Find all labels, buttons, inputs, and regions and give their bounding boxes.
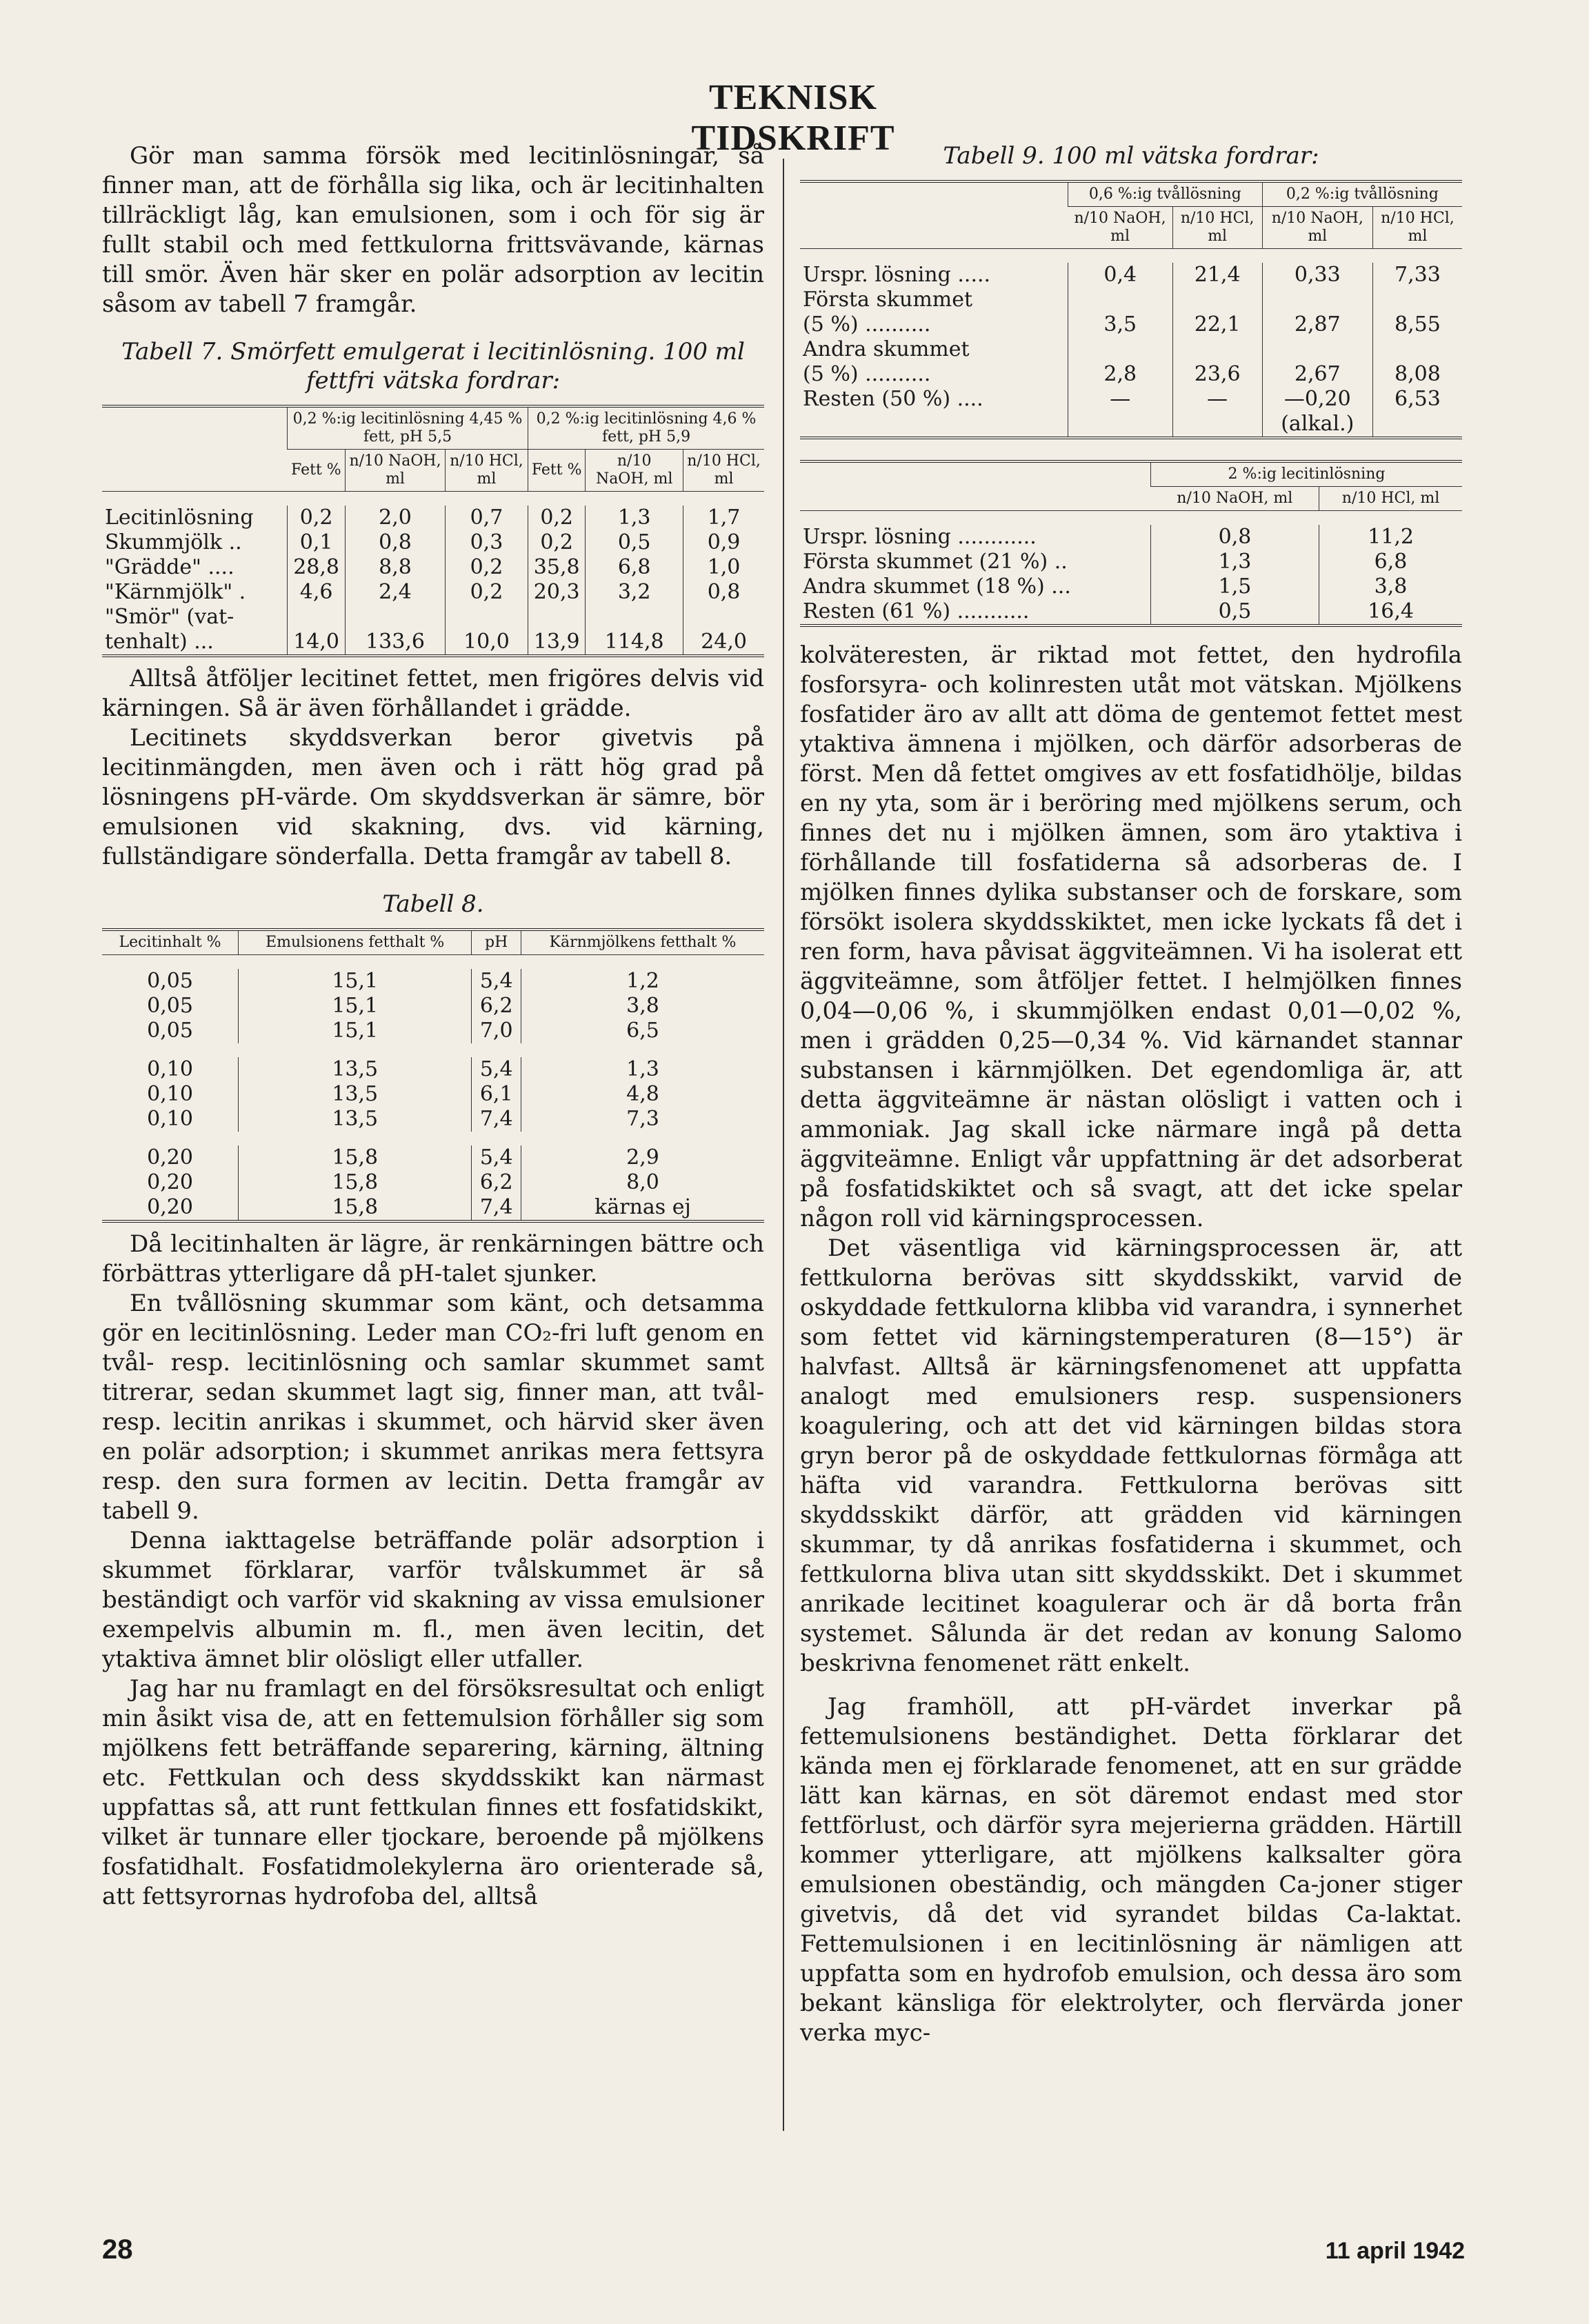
table-cell: 114,8 xyxy=(586,630,683,656)
table-row xyxy=(102,505,764,530)
t9a-sub: n/10 NaOH, ml xyxy=(1262,207,1372,249)
table-cell: 5,4 xyxy=(472,1145,521,1170)
table-cell: 8,08 xyxy=(1372,362,1462,387)
table-cell: 13,5 xyxy=(239,1057,472,1082)
table-cell: Andra skummet xyxy=(803,337,970,361)
table-row xyxy=(102,1082,764,1107)
table-cell: 15,1 xyxy=(239,1019,472,1043)
table-cell xyxy=(800,412,1068,438)
table-row xyxy=(102,1170,764,1195)
t9b-sub: n/10 HCl, ml xyxy=(1319,487,1462,511)
table8 xyxy=(102,928,764,1223)
table-cell: 1,0 xyxy=(683,555,764,580)
issue-date: 11 april 1942 xyxy=(1325,2238,1465,2264)
paragraph: kolväteresten, är riktad mot fettet, den hydrofila fosforsyra- och kolinresten utåt mot vätskan. Mjölkens fosfatider äro av allt att döma de gentemot fettet mest ytaktiva ämnena i mjölken, och därför adsorberas de först. Men då fettet omgives av ett fosfatidhölje, bildas en ny yta, som är i beröring med mjölkens serum, och finnes det nu i mjölken ämnen, som äro ytaktiva i förhållande till fosfatiderna så adsorberas de. I mjölken finnes dylika substanser och de forskare, som försökt isolera skyddsskiktet, men icke lyckats få det i ren form, hava påvisat äggviteämnen. Vi ha isolerat ett äggviteämne, som åtföljer fettet. I helmjölken finnes 0,04—0,06 %, i skummjölken endast 0,01—0,02 %, men i grädden 0,25—0,34 %. Vid kärnandet stannar substansen i kärnmjölken. Det egendomliga är, att detta äggviteämne är nästan olösligt i vatten och i ammoniak. Jag skall icke närmare ingå på detta äggviteämne. Enligt vår uppfattning är det adsorberat på fosfatidskiktet och så svagt, att det icke spelar någon roll vid kärningsprocessen. xyxy=(800,641,1462,1232)
t9a-group1: 0,6 %:ig tvållösning xyxy=(1068,181,1263,207)
table-row xyxy=(102,1107,764,1132)
table-cell xyxy=(1172,288,1262,312)
table-cell: 0,10 xyxy=(147,1107,193,1131)
paragraph: Jag har nu framlagt en del försöksresultat och enligt min åsikt visa de, att en fettemulsion förhåller sig som mjölkens fett beträffande separering, kärning, ältning etc. Fettkulan och dess skyddsskikt kan närmast uppfattas så, att runt fettkulan finnes ett fosfatidskikt, vilket är tunnare eller tjockare, beroende på mjölkens fosfatidhalt. Fosfatidmolekylerna äro orienterade så, att fettsyrornas hydrofoba del, alltså xyxy=(102,1675,764,1910)
paragraph: Lecitinets skyddsverkan beror givetvis på lecitinmängden, men även och i rätt hög grad på lösningens pH-värde. Om skyddsverkan är sämre, bör emulsionen vid skakning, dvs. vid kärning, fullständigare sönderfalla. Detta framgår av tabell 8. xyxy=(102,724,764,870)
table-cell: 7,4 xyxy=(472,1195,521,1221)
table-cell: Urspr. lösning ............ xyxy=(803,525,1037,549)
t7-sub: n/10 NaOH, ml xyxy=(586,450,683,492)
table-cell: Urspr. lösning ..... xyxy=(803,263,991,287)
table-row xyxy=(800,312,1462,337)
table-cell: 6,53 xyxy=(1372,387,1462,412)
table-cell: 0,05 xyxy=(147,969,193,993)
table-cell: 0,2 xyxy=(445,555,528,580)
table-cell: 28,8 xyxy=(288,555,346,580)
table-cell: 0,2 xyxy=(288,505,346,530)
table-cell: 0,05 xyxy=(147,994,193,1018)
table-cell xyxy=(683,605,764,630)
table-cell: 0,9 xyxy=(683,530,764,555)
table-cell: Skummjölk .. xyxy=(105,530,242,554)
table-cell: 22,1 xyxy=(1172,312,1262,337)
table-row xyxy=(102,1019,764,1043)
table-cell: 8,8 xyxy=(346,555,446,580)
table-cell xyxy=(1068,337,1173,362)
table-cell: 14,0 xyxy=(288,630,346,656)
table-cell: 0,10 xyxy=(147,1082,193,1106)
t7-group1: 0,2 %:ig lecitinlösning 4,45 % fett, pH 5,5 xyxy=(288,406,528,450)
t8-header: Lecitinhalt % xyxy=(102,930,239,955)
paragraph: Alltså åtföljer lecitinet fettet, men frigöres delvis vid kärningen. Så är även förhållandet i grädde. xyxy=(102,665,764,722)
table-row xyxy=(102,580,764,605)
t7-sub: n/10 HCl, ml xyxy=(683,450,764,492)
table-cell: 0,3 xyxy=(445,530,528,555)
table-cell: 15,8 xyxy=(239,1145,472,1170)
paragraph: Jag framhöll, att pH-värdet inverkar på fettemulsionens beständighet. Detta förklarar det kända men ej förklarade fenomenet, att en sur grädde lätt kan kärnas, en söt däremot endast med stor fettförlust, och därför syra mejerierna grädden. Härtill kommer ytterligare, att mjölkens kalksalter göra emulsionen obeständig, och mängden Ca-joner stiger givetvis, då det vid syrandet bildas Ca-laktat. Fettemulsionen i en lecitinlösning är nämligen att uppfatta som en hydrofob emulsion, och dessa äro som bekant känsliga för elektrolyter, och flervärda joner verka myc- xyxy=(800,1693,1462,2047)
table-cell: 13,5 xyxy=(239,1107,472,1132)
table-cell: 5,4 xyxy=(472,969,521,994)
table-cell: 35,8 xyxy=(528,555,586,580)
table-cell xyxy=(288,605,346,630)
t7-sub: n/10 NaOH, ml xyxy=(346,450,446,492)
table-cell: 2,9 xyxy=(521,1145,764,1170)
t9b-sub: n/10 NaOH, ml xyxy=(1151,487,1319,511)
table-cell: 6,8 xyxy=(1319,550,1462,574)
table-cell: 6,1 xyxy=(472,1082,521,1107)
table-cell: 7,0 xyxy=(472,1019,521,1043)
table-row xyxy=(102,1145,764,1170)
table-cell xyxy=(1372,412,1462,438)
table-cell: 1,3 xyxy=(1151,550,1319,574)
table-cell xyxy=(1372,337,1462,362)
table-cell: 4,8 xyxy=(521,1082,764,1107)
table-cell: (5 %) .......... xyxy=(803,312,931,337)
paragraph: Då lecitinhalten är lägre, är renkärningen bättre och förbättras ytterligare då pH-talet sjunker. xyxy=(102,1230,764,1288)
table-cell: 4,6 xyxy=(288,580,346,605)
table-cell: 0,7 xyxy=(445,505,528,530)
t7-sub: Fett % xyxy=(528,450,586,492)
table-cell: 0,2 xyxy=(445,580,528,605)
table7-caption: Tabell 7. Smörfett emulgerat i lecitinlösning. 100 ml fettfri vätska fordrar: xyxy=(121,338,745,394)
table-cell: 3,2 xyxy=(586,580,683,605)
table-cell: 20,3 xyxy=(528,580,586,605)
table-cell: 8,55 xyxy=(1372,312,1462,337)
t8-header: Emulsionens fetthalt % xyxy=(239,930,472,955)
table-cell xyxy=(1068,288,1173,312)
table-row xyxy=(800,599,1462,625)
table-cell: 1,7 xyxy=(683,505,764,530)
table-cell: 23,6 xyxy=(1172,362,1262,387)
table-cell: — xyxy=(1172,387,1262,412)
table-cell: "Kärnmjölk" . xyxy=(105,580,246,604)
paragraph: En tvållösning skummar som känt, och detsamma gör en lecitinlösning. Leder man CO₂-fri luft genom en tvål- resp. lecitinlösning och samlar skummet samt titrerar, sedan skummet lagt sig, finner man, att tvål- resp. lecitin anrikas i skummet, och härvid sker även en polär adsorption; i skummet anrikas mera fettsyra resp. den sura formen av lecitin. Detta framgår av tabell 9. xyxy=(102,1290,764,1525)
table-cell: 1,3 xyxy=(586,505,683,530)
table-cell: 2,8 xyxy=(1068,362,1173,387)
table-cell: 0,20 xyxy=(147,1195,193,1219)
table-row xyxy=(102,994,764,1019)
table-cell: 13,5 xyxy=(239,1082,472,1107)
table-row xyxy=(800,550,1462,574)
journal-header: TEKNISK TIDSKRIFT xyxy=(691,78,895,158)
table-cell: 15,8 xyxy=(239,1170,472,1195)
table-cell: 0,20 xyxy=(147,1170,193,1194)
table-cell: tenhalt) ... xyxy=(105,630,214,654)
table-row xyxy=(800,574,1462,599)
table-cell: 0,1 xyxy=(288,530,346,555)
table-cell: 7,3 xyxy=(521,1107,764,1132)
table-cell: 0,20 xyxy=(147,1145,193,1170)
table-cell: 0,33 xyxy=(1262,263,1372,288)
table9b xyxy=(800,460,1462,627)
table-cell: 7,33 xyxy=(1372,263,1462,288)
table-cell: 11,2 xyxy=(1319,525,1462,550)
table-row xyxy=(102,530,764,555)
t9a-group2: 0,2 %:ig tvållösning xyxy=(1262,181,1462,207)
table-row xyxy=(800,263,1462,288)
paragraph: Gör man samma försök med lecitinlösningar, så finner man, att de förhålla sig lika, och är lecitinhalten tillräckligt låg, kan emulsionen, som i och för sig är fullt stabil och med fettkulorna frittsvävande, kärnas till smör. Även här sker en polär adsorption av lecitin såsom av tabell 7 framgår. xyxy=(102,142,764,318)
table-cell: 0,2 xyxy=(528,505,586,530)
table-cell: Andra skummet (18 %) ... xyxy=(803,574,1071,599)
table-cell: 21,4 xyxy=(1172,263,1262,288)
table-cell: 15,1 xyxy=(239,994,472,1019)
table-cell: 6,2 xyxy=(472,994,521,1019)
table-row xyxy=(800,525,1462,550)
t7-sub: Fett % xyxy=(288,450,346,492)
table-row xyxy=(102,1195,764,1221)
table-cell: 0,8 xyxy=(683,580,764,605)
t9a-sub: n/10 HCl, ml xyxy=(1372,207,1462,249)
left-column xyxy=(102,141,764,1912)
table-row xyxy=(102,555,764,580)
table-cell: Lecitinlösning xyxy=(105,505,254,530)
table7 xyxy=(102,405,764,657)
table-row xyxy=(800,387,1462,412)
table-cell: 0,2 xyxy=(528,530,586,555)
table-cell xyxy=(1372,288,1462,312)
table-row xyxy=(102,605,764,630)
table-cell: 1,2 xyxy=(521,969,764,994)
table-cell: 3,5 xyxy=(1068,312,1173,337)
table-cell: 2,4 xyxy=(346,580,446,605)
table-cell: 0,4 xyxy=(1068,263,1173,288)
table9a xyxy=(800,180,1462,439)
table8-caption: Tabell 8. xyxy=(382,890,484,918)
table-row xyxy=(102,969,764,994)
table-cell: 6,2 xyxy=(472,1170,521,1195)
table-cell xyxy=(1262,288,1372,312)
table-row xyxy=(800,362,1462,387)
t7-group2: 0,2 %:ig lecitinlösning 4,6 % fett, pH 5,9 xyxy=(528,406,764,450)
paragraph: Denna iakttagelse beträffande polär adsorption i skummet förklarar, varför tvålskummet är så beständigt och varför vid skakning av vissa emulsioner exempelvis albumin m. fl., men även lecitin, det ytaktiva ämnet blir olösligt eller utfaller. xyxy=(102,1527,764,1673)
table-cell: 0,05 xyxy=(147,1019,193,1043)
table-cell: Första skummet (21 %) .. xyxy=(803,550,1068,574)
table-cell: 15,8 xyxy=(239,1195,472,1221)
t9a-sub: n/10 HCl, ml xyxy=(1172,207,1262,249)
table-cell: 5,4 xyxy=(472,1057,521,1082)
table-cell: (alkal.) xyxy=(1262,412,1372,438)
table-cell: 3,8 xyxy=(1319,574,1462,599)
table-cell: "Grädde" .... xyxy=(105,555,234,579)
table-row xyxy=(102,1057,764,1082)
table-cell xyxy=(346,605,446,630)
table-row xyxy=(800,337,1462,362)
table-cell: 0,8 xyxy=(1151,525,1319,550)
column-rule xyxy=(783,159,784,2131)
table-cell: 2,0 xyxy=(346,505,446,530)
table-cell: (5 %) .......... xyxy=(803,362,931,386)
table-cell: 1,5 xyxy=(1151,574,1319,599)
table-cell: 133,6 xyxy=(346,630,446,656)
table-cell: Första skummet xyxy=(803,288,973,312)
t9a-sub: n/10 NaOH, ml xyxy=(1068,207,1173,249)
table-cell: 0,5 xyxy=(1151,599,1319,625)
page-number: 28 xyxy=(102,2234,133,2265)
table-cell: 0,8 xyxy=(346,530,446,555)
table-row xyxy=(800,412,1462,438)
table-cell: —0,20 xyxy=(1262,387,1372,412)
table-row xyxy=(102,630,764,656)
t8-header: Kärnmjölkens fetthalt % xyxy=(521,930,764,955)
table-cell: 15,1 xyxy=(239,969,472,994)
table-cell: 3,8 xyxy=(521,994,764,1019)
table-cell: 8,0 xyxy=(521,1170,764,1195)
table-cell xyxy=(528,605,586,630)
table-cell: 24,0 xyxy=(683,630,764,656)
table-cell: 6,8 xyxy=(586,555,683,580)
table-cell: 2,87 xyxy=(1262,312,1372,337)
table-cell: 7,4 xyxy=(472,1107,521,1132)
table-cell xyxy=(586,605,683,630)
table-cell xyxy=(1172,337,1262,362)
table-cell: 13,9 xyxy=(528,630,586,656)
table-cell: 10,0 xyxy=(445,630,528,656)
table-cell: "Smör" (vat- xyxy=(105,605,234,629)
table-row xyxy=(800,288,1462,312)
t8-header: pH xyxy=(472,930,521,955)
table-cell xyxy=(1172,412,1262,438)
table-cell: kärnas ej xyxy=(521,1195,764,1221)
table-cell: 2,67 xyxy=(1262,362,1372,387)
table-cell: 0,5 xyxy=(586,530,683,555)
table-cell xyxy=(445,605,528,630)
table-cell: 0,10 xyxy=(147,1057,193,1081)
table9-caption: Tabell 9. 100 ml vätska fordrar: xyxy=(943,142,1319,170)
table-cell xyxy=(1262,337,1372,362)
table-cell xyxy=(1068,412,1173,438)
t9b-group: 2 %:ig lecitinlösning xyxy=(1151,461,1463,487)
table-cell: Resten (50 %) .... xyxy=(803,387,983,411)
table-cell: — xyxy=(1068,387,1173,412)
table-cell: 16,4 xyxy=(1319,599,1462,625)
table-cell: 1,3 xyxy=(521,1057,764,1082)
table-cell: Resten (61 %) ........... xyxy=(803,599,1030,623)
t7-sub: n/10 HCl, ml xyxy=(445,450,528,492)
paragraph: Det väsentliga vid kärningsprocessen är, att fettkulorna berövas sitt skyddsskikt, varvid de oskyddade fettkulorna klibba vid varandra, i synnerhet som fettet vid kärningstemperaturen (8—15°) är halvfast. Alltså är kärningsfenomenet att uppfatta analogt med emulsioners resp. suspensioners koagulering, och att det vid kärningen bildas stora gryn beror på de oskyddade fettkulornas förmåga att häfta vid varandra. Fettkulorna berövas sitt skyddsskikt därför, att grädden vid kärningen skummar, ty då anrikas fosfatiderna i skummet, och fettkulorna bliva utan sitt skyddsskikt. Det i skummet anrikade lecitinet koagulerar och är då borta från systemet. Sålunda är det redan av konung Salomo beskrivna fenomenet rätt enkelt. xyxy=(800,1234,1462,1677)
table-cell: 6,5 xyxy=(521,1019,764,1043)
right-column xyxy=(800,141,1462,2048)
